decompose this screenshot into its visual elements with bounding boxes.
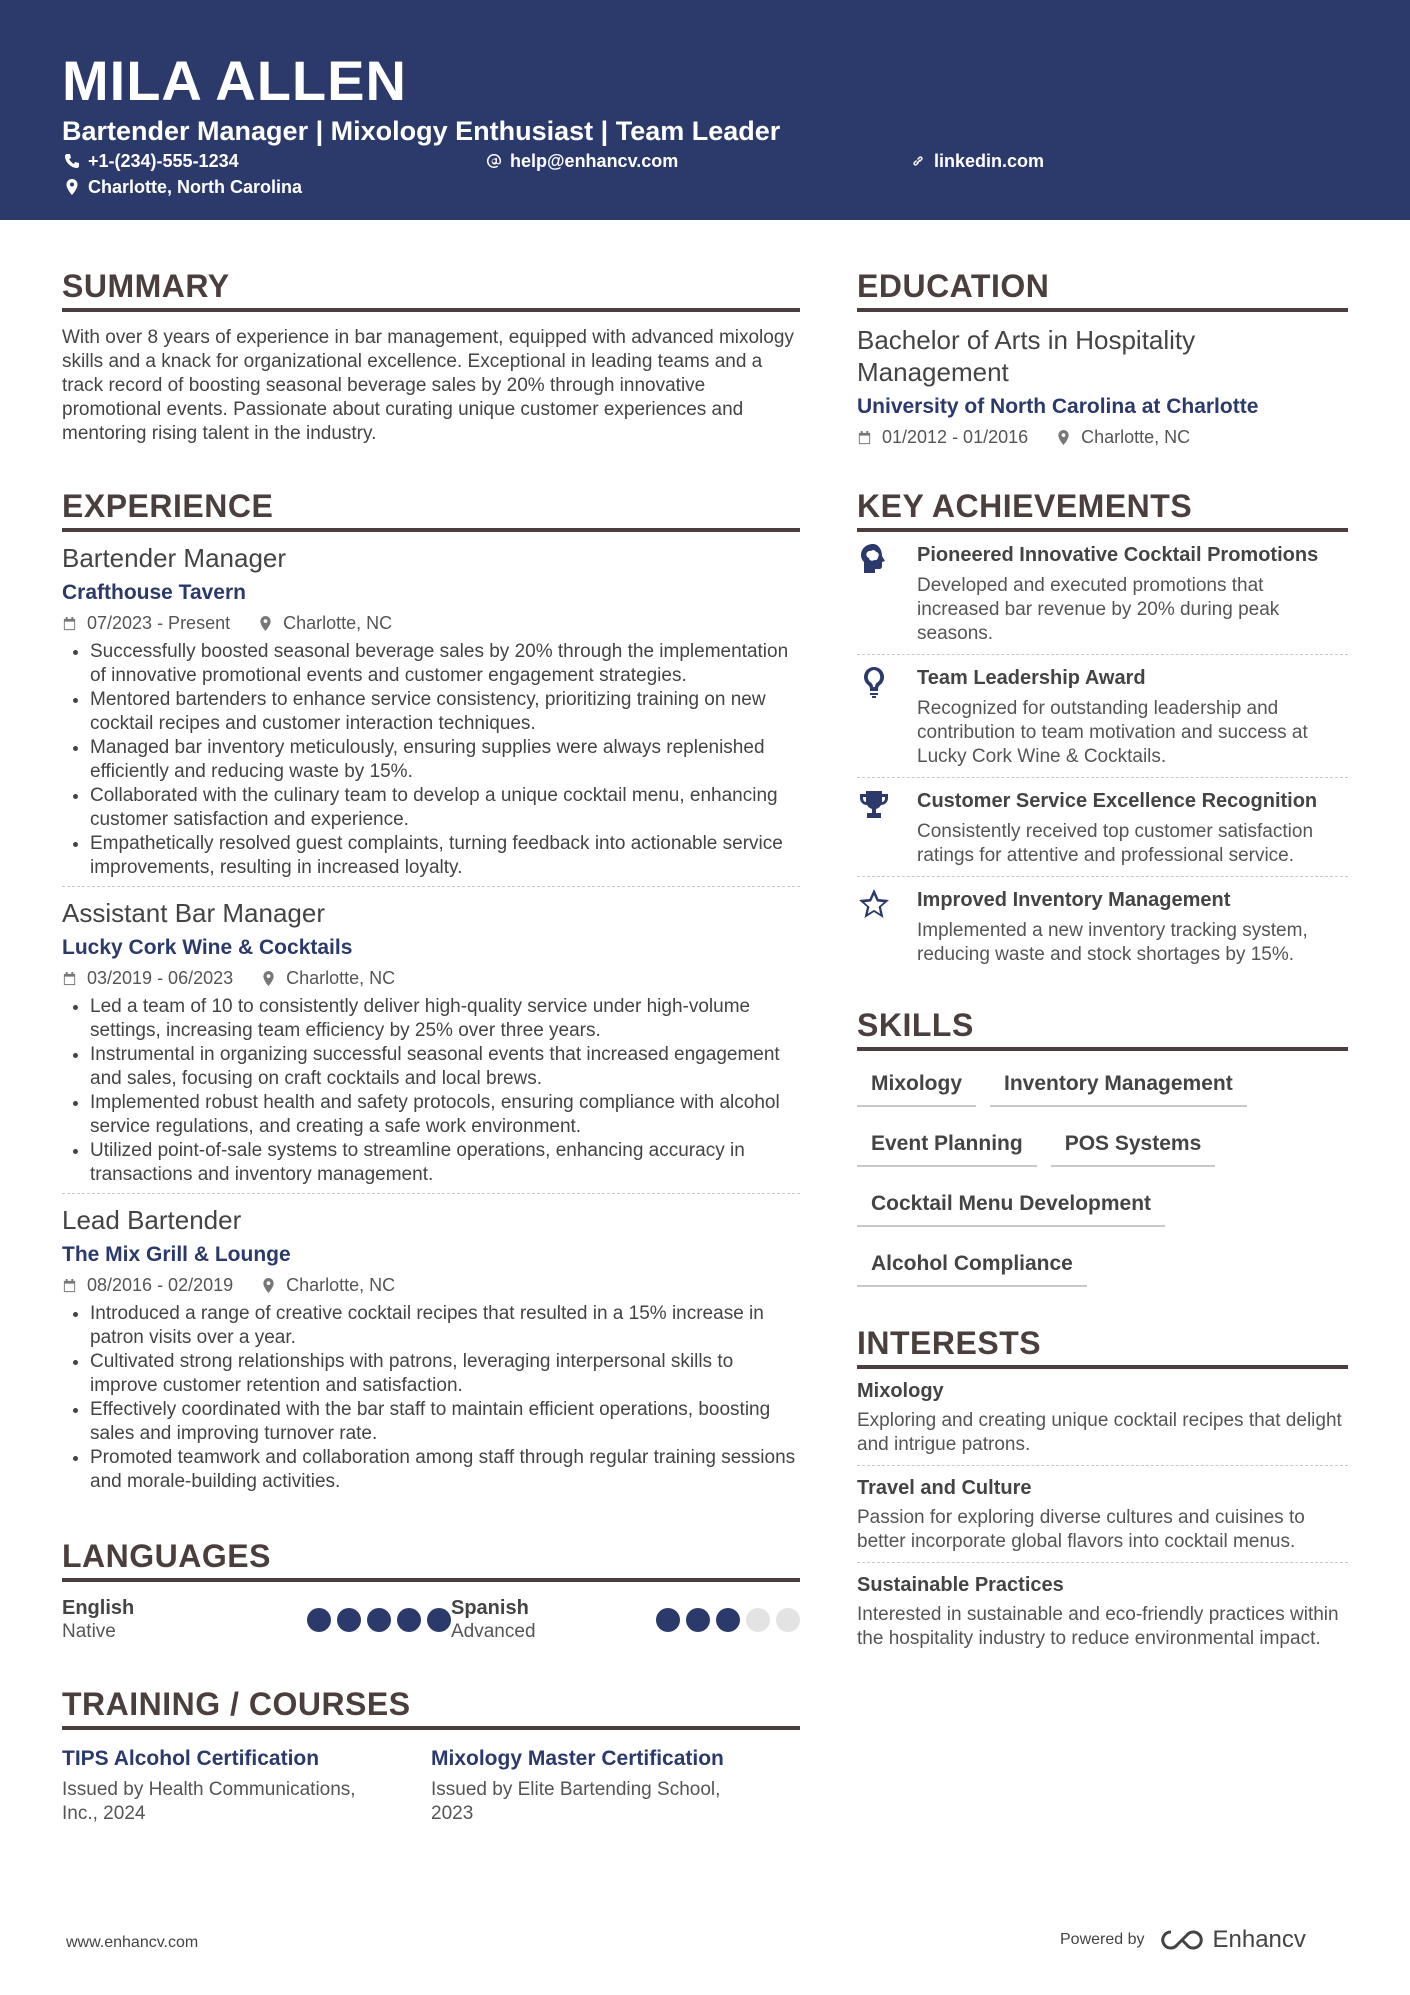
interest-title: Sustainable Practices bbox=[857, 1574, 1064, 1596]
candidate-name: MILA ALLEN bbox=[62, 49, 407, 112]
calendar-icon bbox=[62, 616, 77, 631]
section-divider bbox=[857, 1047, 1348, 1051]
skill-tag: POS Systems bbox=[1051, 1119, 1216, 1167]
education-dates: 01/2012 - 01/2016 bbox=[882, 427, 1029, 447]
contact-email[interactable] bbox=[486, 150, 678, 172]
course-title: Mixology Master Certification bbox=[431, 1747, 724, 1770]
bullet-item: • Instrumental in organizing successful seasonal events that increased engagement and sales, focusing on craft cocktails and local brews. bbox=[90, 1043, 800, 1091]
rating-dot bbox=[397, 1608, 421, 1632]
interest-title: Travel and Culture bbox=[857, 1477, 1032, 1499]
bullet-item: • Collaborated with the culinary team to develop a unique cocktail menu, enhancing customer satisfaction and experience. bbox=[90, 784, 800, 832]
job-dates: 08/2016 - 02/2019 bbox=[87, 1275, 234, 1295]
section-divider bbox=[62, 528, 800, 532]
contact-phone[interactable] bbox=[64, 150, 239, 172]
star-icon bbox=[857, 887, 891, 921]
bullet-item: • Cultivated strong relationships with patrons, leveraging interpersonal skills to improve customer retention and satisfaction. bbox=[90, 1350, 800, 1398]
section-title-skills: SKILLS bbox=[857, 1007, 974, 1043]
trophy-icon bbox=[857, 788, 891, 822]
job-location: Charlotte, NC bbox=[283, 613, 393, 633]
map-pin-icon bbox=[261, 1278, 276, 1293]
section-divider bbox=[62, 1726, 800, 1730]
achievement-title: Improved Inventory Management bbox=[917, 889, 1231, 911]
bullet-item: • Managed bar inventory meticulously, ensuring supplies were always replenished efficiently and reducing waste by 15%. bbox=[90, 736, 800, 784]
course-item bbox=[431, 1746, 800, 1826]
achievement-item bbox=[857, 532, 1348, 655]
job-bullets bbox=[62, 995, 800, 1187]
education-section bbox=[857, 266, 1348, 448]
language-rating bbox=[307, 1608, 451, 1632]
left-column bbox=[62, 266, 800, 1826]
language-item bbox=[62, 1596, 451, 1644]
skills-list bbox=[857, 1059, 1348, 1299]
training-section bbox=[62, 1684, 800, 1826]
resume-header bbox=[0, 0, 1410, 220]
achievement-item bbox=[857, 655, 1348, 778]
language-level: Native bbox=[62, 1621, 116, 1642]
section-divider bbox=[62, 1578, 800, 1582]
education-meta bbox=[857, 426, 1348, 448]
skill-tag: Mixology bbox=[857, 1059, 976, 1107]
interest-desc: Passion for exploring diverse cultures and cuisines to better incorporate global flavors into cocktail menus. bbox=[857, 1507, 1305, 1552]
section-title-achievements: KEY ACHIEVEMENTS bbox=[857, 488, 1193, 524]
interest-title: Mixology bbox=[857, 1380, 944, 1402]
map-pin-icon bbox=[1056, 430, 1071, 445]
company-name: Crafthouse Tavern bbox=[62, 581, 246, 604]
section-title-education: EDUCATION bbox=[857, 268, 1050, 304]
bullet-item: • Promoted teamwork and collaboration among staff through regular training sessions and morale-building activities. bbox=[90, 1446, 800, 1494]
section-title-languages: LANGUAGES bbox=[62, 1538, 271, 1574]
bullet-item: • Implemented robust health and safety protocols, ensuring compliance with alcohol service regulations, and creating a safe work environment. bbox=[90, 1091, 800, 1139]
at-icon bbox=[486, 153, 502, 169]
languages-list bbox=[62, 1596, 800, 1644]
interest-item bbox=[857, 1563, 1348, 1659]
job-entry bbox=[62, 897, 800, 1194]
skill-tag: Cocktail Menu Development bbox=[857, 1179, 1165, 1227]
powered-by-label: Powered by bbox=[1060, 1931, 1145, 1948]
language-name: English bbox=[62, 1597, 135, 1619]
lightbulb-icon bbox=[857, 665, 891, 699]
course-item bbox=[62, 1746, 431, 1826]
bullet-item: • Empathetically resolved guest complaints, turning feedback into actionable service improvements, resulting in increased loyalty. bbox=[90, 832, 800, 880]
map-pin-icon bbox=[258, 616, 273, 631]
achievements-section bbox=[857, 486, 1348, 975]
interest-desc: Interested in sustainable and eco-friendly practices within the hospitality industry to reduce environmental impact. bbox=[857, 1604, 1339, 1649]
right-column bbox=[857, 266, 1348, 1659]
rating-dot bbox=[656, 1608, 680, 1632]
calendar-icon bbox=[62, 971, 77, 986]
linkedin-text: linkedin.com bbox=[934, 151, 1045, 171]
achievement-title: Team Leadership Award bbox=[917, 667, 1146, 689]
achievement-title: Pioneered Innovative Cocktail Promotions bbox=[917, 544, 1319, 566]
summary-text: With over 8 years of experience in bar management, equipped with advanced mixology skills and a knack for organizational excellence. Exceptional in leading teams and a track record of boosting seasonal beverage sales by 20% through innovative promotional events. Passionate about curating unique customer experiences and mentoring rising talent in the industry. bbox=[62, 327, 794, 444]
bullet-item: • Effectively coordinated with the bar staff to maintain efficient operations, boosting sales and improving turnover rate. bbox=[90, 1398, 800, 1446]
section-divider bbox=[857, 308, 1348, 312]
degree: Bachelor of Arts in Hospitality Management bbox=[857, 325, 1196, 387]
calendar-icon bbox=[62, 1278, 77, 1293]
language-level: Advanced bbox=[451, 1621, 536, 1642]
company-name: Lucky Cork Wine & Cocktails bbox=[62, 936, 353, 959]
interest-desc: Exploring and creating unique cocktail recipes that delight and intrigue patrons. bbox=[857, 1410, 1342, 1455]
bullet-item: • Led a team of 10 to consistently deliver high-quality service under high-volume settings, increasing team efficiency by 25% over three years. bbox=[90, 995, 800, 1043]
rating-dot bbox=[367, 1608, 391, 1632]
rating-dot bbox=[716, 1608, 740, 1632]
bullet-item: • Successfully boosted seasonal beverage sales by 20% through the implementation of innovative promotional events and customer engagement strategies. bbox=[90, 640, 800, 688]
achievement-item bbox=[857, 877, 1348, 975]
course-desc: Issued by Elite Bartending School, 2023 bbox=[431, 1779, 721, 1824]
rating-dot bbox=[746, 1608, 770, 1632]
experience-section bbox=[62, 486, 800, 1500]
company-name: The Mix Grill & Lounge bbox=[62, 1243, 291, 1266]
job-dates: 07/2023 - Present bbox=[87, 613, 231, 633]
section-title-summary: SUMMARY bbox=[62, 268, 230, 304]
job-entry bbox=[62, 542, 800, 887]
location-text: Charlotte, North Carolina bbox=[88, 177, 303, 197]
achievement-desc: Consistently received top customer satisfaction ratings for attentive and professional service. bbox=[917, 821, 1314, 866]
brain-head-icon bbox=[857, 542, 891, 576]
job-entry bbox=[62, 1204, 800, 1500]
footer-branding[interactable] bbox=[1060, 1926, 1306, 1954]
interest-item bbox=[857, 1369, 1348, 1466]
skill-tag: Inventory Management bbox=[990, 1059, 1247, 1107]
job-bullets bbox=[62, 1302, 800, 1494]
rating-dot bbox=[307, 1608, 331, 1632]
interests-section bbox=[857, 1323, 1348, 1659]
job-title: Lead Bartender bbox=[62, 1205, 242, 1235]
bullet-item: • Introduced a range of creative cocktail recipes that resulted in a 15% increase in patron visits over a year. bbox=[90, 1302, 800, 1350]
job-title: Bartender Manager bbox=[62, 543, 287, 573]
course-desc: Issued by Health Communications, Inc., 2024 bbox=[62, 1779, 356, 1824]
school-name: University of North Carolina at Charlotte bbox=[857, 395, 1259, 418]
language-rating bbox=[656, 1608, 800, 1632]
section-divider bbox=[62, 308, 800, 312]
link-icon bbox=[910, 153, 926, 169]
footer-website[interactable]: www.enhancv.com bbox=[66, 1934, 199, 1951]
rating-dot bbox=[776, 1608, 800, 1632]
map-pin-icon bbox=[261, 971, 276, 986]
achievement-desc: Developed and executed promotions that increased bar revenue by 20% during peak seasons. bbox=[917, 575, 1280, 644]
section-title-experience: EXPERIENCE bbox=[62, 488, 274, 524]
headline: Bartender Manager | Mixology Enthusiast | Team Leader bbox=[62, 116, 781, 146]
courses-list bbox=[62, 1746, 800, 1826]
skills-section bbox=[857, 1005, 1348, 1299]
language-item bbox=[451, 1596, 800, 1644]
rating-dot bbox=[427, 1608, 451, 1632]
job-meta bbox=[62, 612, 800, 634]
contact-location bbox=[64, 176, 302, 198]
job-dates: 03/2019 - 06/2023 bbox=[87, 968, 234, 988]
achievement-desc: Implemented a new inventory tracking system, reducing waste and stock shortages by 15%. bbox=[917, 920, 1308, 965]
job-title: Assistant Bar Manager bbox=[62, 898, 326, 928]
section-title-training: TRAINING / COURSES bbox=[62, 1686, 411, 1722]
bullet-item: • Mentored bartenders to enhance service consistency, prioritizing training on new cocktail recipes and customer interaction techniques. bbox=[90, 688, 800, 736]
summary-section bbox=[62, 266, 800, 446]
skill-tag: Event Planning bbox=[857, 1119, 1037, 1167]
brand-name: Enhancv bbox=[1212, 1926, 1306, 1953]
infinity-logo-icon bbox=[1159, 1928, 1205, 1952]
language-name: Spanish bbox=[451, 1597, 529, 1619]
calendar-icon bbox=[857, 430, 872, 445]
rating-dot bbox=[337, 1608, 361, 1632]
achievement-desc: Recognized for outstanding leadership and contribution to team motivation and success at Lucky Cork Wine & Cocktails. bbox=[917, 698, 1308, 767]
map-pin-icon bbox=[64, 179, 80, 195]
email-text: help@enhancv.com bbox=[510, 151, 679, 171]
job-meta bbox=[62, 967, 800, 989]
phone-text: +1-(234)-555-1234 bbox=[88, 151, 239, 171]
bullet-item: • Utilized point-of-sale systems to streamline operations, enhancing accuracy in transactions and inventory management. bbox=[90, 1139, 800, 1187]
job-location: Charlotte, NC bbox=[286, 968, 396, 988]
course-title: TIPS Alcohol Certification bbox=[62, 1747, 320, 1770]
brand-logo bbox=[1159, 1926, 1306, 1954]
phone-icon bbox=[64, 153, 80, 169]
skill-tag: Alcohol Compliance bbox=[857, 1239, 1087, 1287]
education-location: Charlotte, NC bbox=[1081, 427, 1191, 447]
languages-section bbox=[62, 1536, 800, 1644]
achievement-title: Customer Service Excellence Recognition bbox=[917, 790, 1318, 812]
rating-dot bbox=[686, 1608, 710, 1632]
job-bullets bbox=[62, 640, 800, 880]
contact-linkedin[interactable] bbox=[910, 150, 1044, 172]
job-meta bbox=[62, 1274, 800, 1296]
section-title-interests: INTERESTS bbox=[857, 1325, 1042, 1361]
interest-item bbox=[857, 1466, 1348, 1563]
achievement-item bbox=[857, 778, 1348, 877]
job-location: Charlotte, NC bbox=[286, 1275, 396, 1295]
